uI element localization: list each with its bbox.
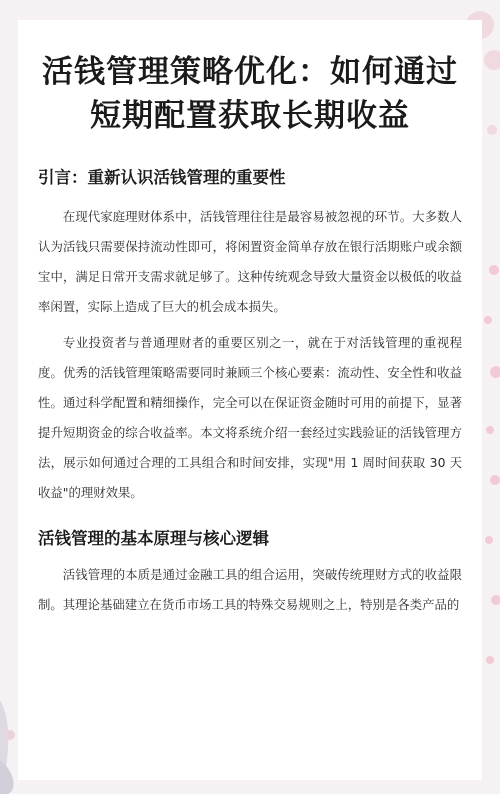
paragraph-intro-2: 专业投资者与普通理财者的重要区别之一，就在于对活钱管理的重视程度。优秀的活钱管理策略需要同时兼顾三个核心要素：流动性、安全性和收益性。通过科学配置和精细操作，完全可以在保证资金随时可用的前提下，显著提升短期资金的综合收益率。本文将系统介绍一套经过实践验证的活钱管理方法，展示如何通过合理的工具组合和时间安排，实现"用 1 周时间获取 30 天收益"的理财效果。 [38, 335, 462, 500]
section-heading-intro: 引言：重新认识活钱管理的重要性 [38, 168, 286, 187]
title-line-2: 短期配置获取长期收益 [90, 98, 410, 134]
flower-bottom-left [0, 700, 15, 794]
flower-right-side [484, 265, 500, 664]
article-title [38, 50, 462, 138]
article-card [18, 20, 482, 780]
title-line-1: 活钱管理策略优化：如何通过 [42, 54, 458, 90]
paragraph-principles-1: 活钱管理的本质是通过金融工具的组合运用，突破传统理财方式的收益限制。其理论基础建立在货币市场工具的特殊交易规则之上，特别是各类产品的 [38, 567, 462, 612]
section-heading-principles: 活钱管理的基本原理与核心逻辑 [38, 529, 269, 548]
paragraph-intro-1: 在现代家庭理财体系中，活钱管理往往是最容易被忽视的环节。大多数人认为活钱只需要保持流动性即可，将闲置资金简单存放在银行活期账户或余额宝中，满足日常开支需求就足够了。这种传统观念导致大量资金以极低的收益率闲置，实际上造成了巨大的机会成本损失。 [38, 209, 462, 314]
